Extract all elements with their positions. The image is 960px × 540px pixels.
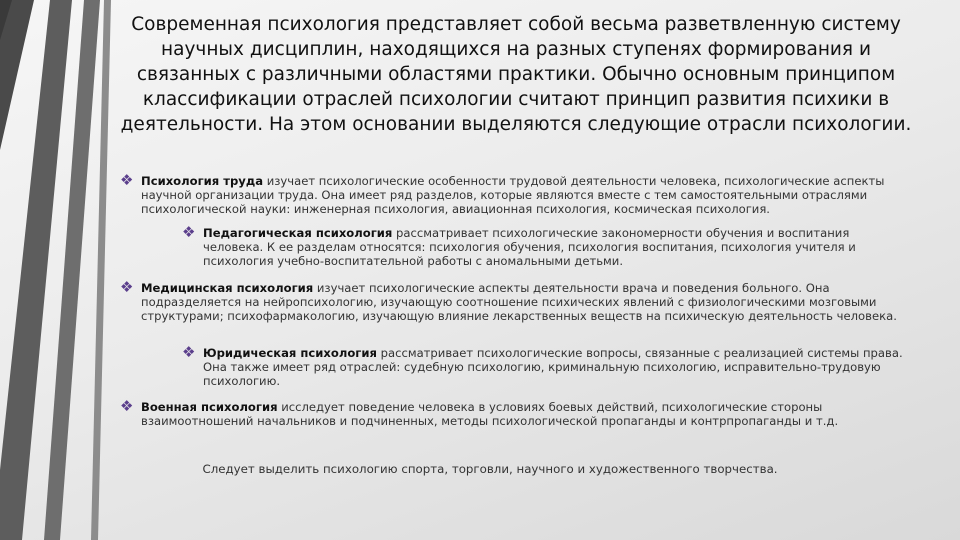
bullet-term: Медицинская психология — [141, 281, 314, 295]
bullet-military-psychology — [120, 397, 901, 429]
slide-title: Современная психология представляет собой весьма разветвленную систему научных дисциплин, находящихся на разных ступенях формирования и связанных с различными областями практики. Обычно основным принципом классификации отраслей психологии считают принцип развития психики в деятельности. На этом основании выделяются следующие отрасли психологии. — [120, 14, 912, 135]
bullet-text: рассматривает психологические вопросы, связанные с реализацией системы права. Она также имеет ряд отраслей: судебную психологию, криминальную психологию, исправительно-трудовую психологию. — [203, 346, 903, 389]
bullet-text: рассматривает психологические закономерности обучения и воспитания человека. К ее разделам относятся: психология обучения, психология воспитания, психология учителя и психология учебно-воспитательной работы с аномальными детьми. — [203, 226, 856, 269]
bullet-term: Юридическая психология — [203, 346, 377, 360]
bullet-term: Педагогическая психология — [203, 226, 393, 240]
bullet-labor-psychology — [120, 171, 901, 217]
bullet-text: изучает психологические аспекты деятельности врача и поведения больного. Она подразделяется на нейропсихологию, изучающую соотношение психических явлений с физиологическими мозговыми структурами; психофармакологию, изучающую влияние лекарственных веществ на психическую деятельность человека. — [141, 281, 897, 324]
diamond-bullet-icon: ❖ — [120, 278, 134, 296]
bullet-pedagogical-psychology — [182, 223, 903, 269]
bullet-term: Психология труда — [141, 174, 264, 188]
diamond-bullet-icon: ❖ — [120, 397, 134, 415]
slide-footer-note: Следует выделить психологию спорта, торговли, научного и художественного творчества. — [202, 462, 778, 476]
diamond-bullet-icon: ❖ — [182, 343, 196, 361]
bullet-legal-psychology — [182, 343, 903, 389]
bullet-medical-psychology — [120, 278, 901, 324]
bullet-term: Военная психология — [141, 400, 278, 414]
diamond-bullet-icon: ❖ — [182, 223, 196, 241]
bullet-text: исследует поведение человека в условиях боевых действий, психологические стороны взаимоотношений начальников и подчиненных, методы психологической пропаганды и контрпропаганды и т.д. — [141, 400, 839, 429]
diamond-bullet-icon: ❖ — [120, 171, 134, 189]
decorative-stripes — [0, 0, 130, 540]
bullet-text: изучает психологические особенности трудовой деятельности человека, психологические аспекты научной организации труда. Она имеет ряд разделов, которые являются вместе с тем самостоятельными отраслями психологической науки: инженерная психология, авиационная психология, космическая психология. — [141, 174, 885, 217]
